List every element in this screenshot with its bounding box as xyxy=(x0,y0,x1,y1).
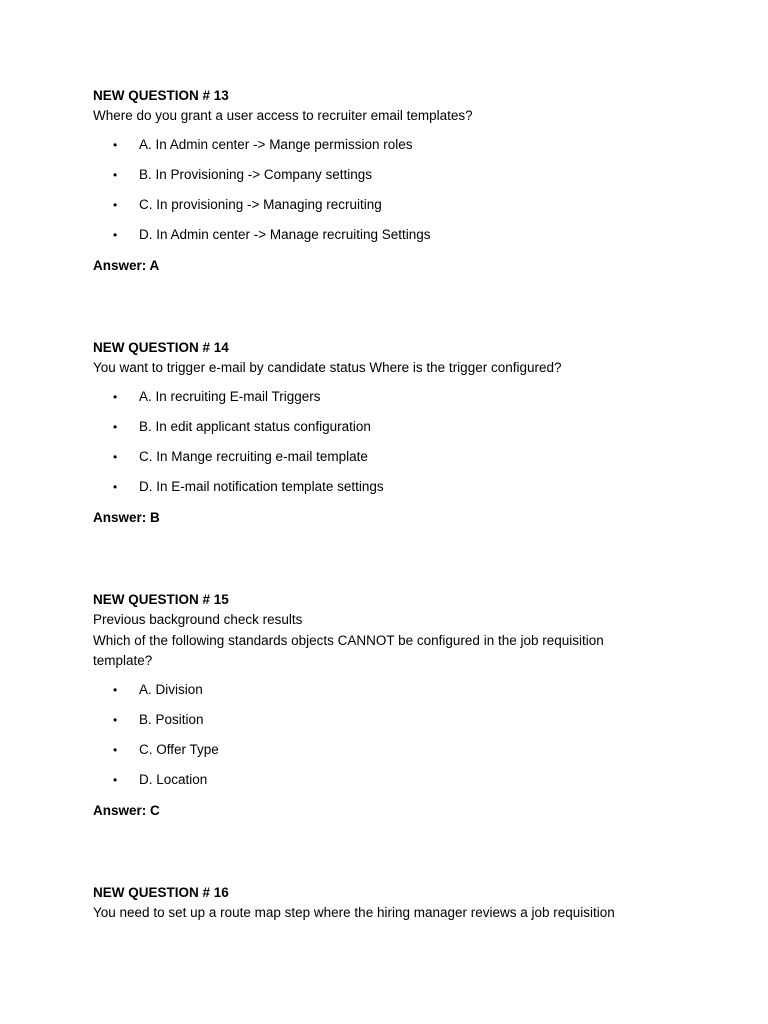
bullet-icon: • xyxy=(113,682,118,697)
bullet-icon: • xyxy=(113,228,118,243)
question-title: NEW QUESTION # 14 xyxy=(93,340,229,355)
option-b xyxy=(93,417,673,447)
bullet-icon: • xyxy=(113,167,118,182)
question-text: template? xyxy=(93,653,153,668)
bullet-icon: • xyxy=(113,773,118,788)
question-15 xyxy=(93,590,673,821)
option-text: C. In Mange recruiting e-mail template xyxy=(139,449,368,465)
question-13 xyxy=(93,86,673,276)
option-c xyxy=(93,740,673,770)
question-text: Which of the following standards objects CANNOT be configured in the job requisition xyxy=(93,632,604,648)
bullet-icon: • xyxy=(113,198,118,213)
option-text: C. Offer Type xyxy=(139,742,219,758)
bullet-icon: • xyxy=(113,743,118,758)
option-text: B. In edit applicant status configuration xyxy=(139,418,371,434)
option-d xyxy=(93,770,673,800)
answer-label: Answer: B xyxy=(93,509,160,525)
option-c xyxy=(93,447,673,477)
option-text: D. In E-mail notification template settings xyxy=(139,479,384,495)
option-b xyxy=(93,710,673,740)
question-text: You need to set up a route map step where the hiring manager reviews a job requisition xyxy=(93,905,615,920)
option-text: A. In Admin center -> Mange permission roles xyxy=(139,136,413,152)
option-text: B. In Provisioning -> Company settings xyxy=(139,166,372,182)
answer-label: Answer: A xyxy=(93,257,160,273)
bullet-icon: • xyxy=(113,389,118,404)
question-title: NEW QUESTION # 16 xyxy=(93,885,229,900)
option-text: D. In Admin center -> Manage recruiting Settings xyxy=(139,227,431,243)
question-text: You want to trigger e-mail by candidate status Where is the trigger configured? xyxy=(93,360,562,375)
question-title: NEW QUESTION # 13 xyxy=(93,88,229,103)
bullet-icon: • xyxy=(113,137,118,152)
question-title: NEW QUESTION # 15 xyxy=(93,592,229,607)
question-16 xyxy=(93,883,693,924)
option-text: A. In recruiting E-mail Triggers xyxy=(139,388,321,404)
answer-options xyxy=(93,135,673,256)
option-text: D. Location xyxy=(139,772,208,788)
option-text: A. Division xyxy=(139,681,203,697)
option-b xyxy=(93,165,673,195)
option-text: B. Position xyxy=(139,711,204,727)
question-text: Previous background check results xyxy=(93,612,303,627)
option-d xyxy=(93,477,673,507)
answer-options xyxy=(93,680,673,801)
option-a xyxy=(93,135,673,165)
option-text: C. In provisioning -> Managing recruiting xyxy=(139,197,382,213)
answer-options xyxy=(93,387,673,508)
answer-label: Answer: C xyxy=(93,802,160,818)
question-text: Where do you grant a user access to recruiter email templates? xyxy=(93,108,473,123)
option-a xyxy=(93,680,673,710)
option-a xyxy=(93,387,673,417)
question-14 xyxy=(93,338,673,528)
bullet-icon: • xyxy=(113,419,118,434)
bullet-icon: • xyxy=(113,712,118,727)
option-d xyxy=(93,225,673,255)
bullet-icon: • xyxy=(113,480,118,495)
option-c xyxy=(93,195,673,225)
bullet-icon: • xyxy=(113,450,118,465)
